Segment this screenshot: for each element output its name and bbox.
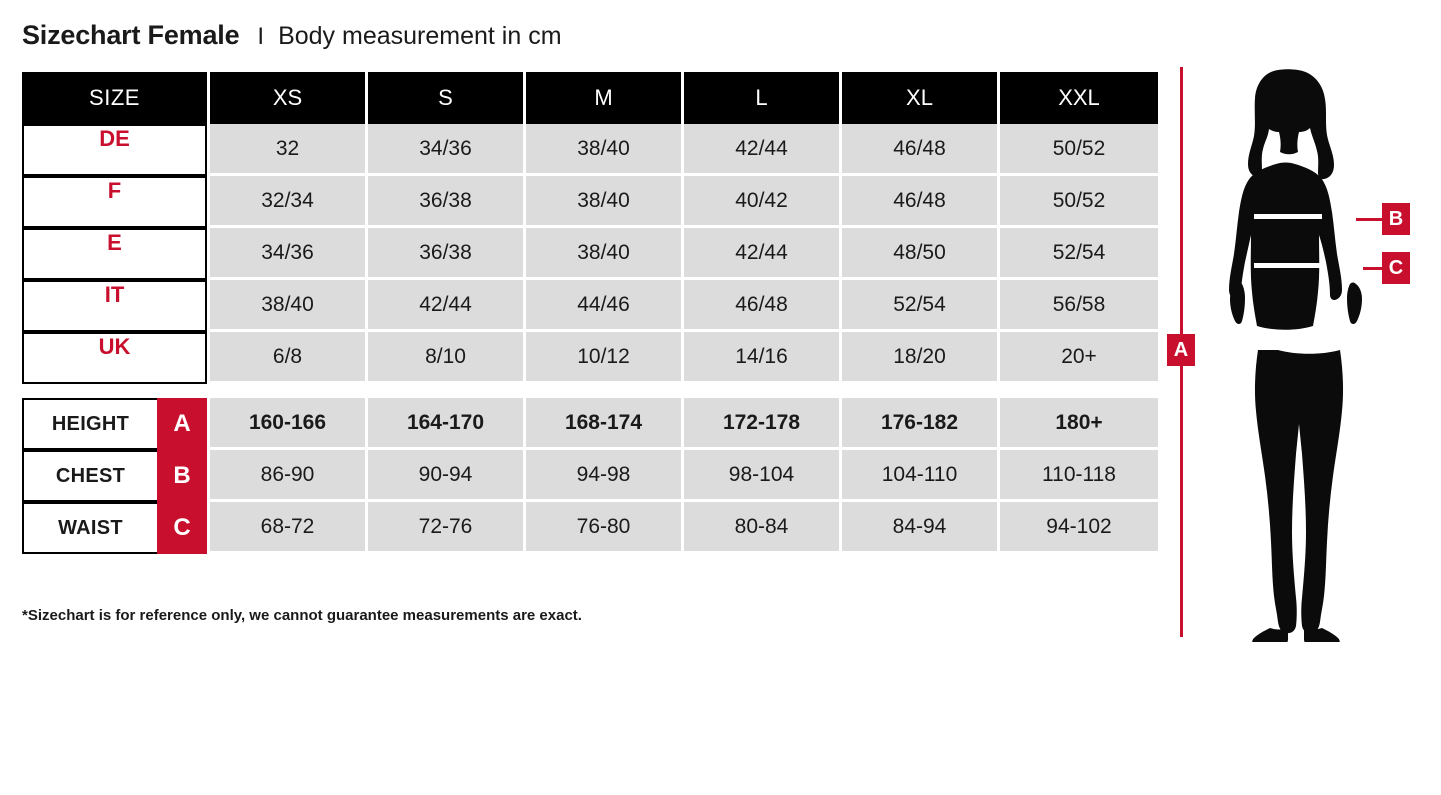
value-cell: 104-110 <box>842 450 1000 502</box>
table-spacer-cell <box>22 384 1158 398</box>
value-cell: 164-170 <box>368 398 526 450</box>
header-cell-size-m: M <box>526 72 684 124</box>
measurement-letter-a: A <box>157 398 207 450</box>
value-cell: 72-76 <box>368 502 526 554</box>
value-cell: 110-118 <box>1000 450 1158 502</box>
row-label-cell <box>22 176 210 228</box>
value-cell: 38/40 <box>526 228 684 280</box>
sizechart-table <box>22 72 1158 554</box>
value-cell: 56/58 <box>1000 280 1158 332</box>
value-cell: 38/40 <box>210 280 368 332</box>
row-label-cell <box>22 280 210 332</box>
value-cell: 18/20 <box>842 332 1000 384</box>
measurement-letter-c: C <box>157 502 207 554</box>
body-figure-area <box>1160 62 1430 642</box>
row-label-cell <box>22 332 210 384</box>
measurement-label-cell <box>22 502 210 554</box>
value-cell: 98-104 <box>684 450 842 502</box>
measurement-label-group <box>22 450 207 502</box>
value-cell: 94-98 <box>526 450 684 502</box>
value-cell: 46/48 <box>842 124 1000 176</box>
table-row <box>22 398 1158 450</box>
measurement-label-cell <box>22 450 210 502</box>
value-cell: 32/34 <box>210 176 368 228</box>
value-cell: 46/48 <box>842 176 1000 228</box>
badge-a: A <box>1167 334 1195 366</box>
table-row <box>22 280 1158 332</box>
row-label-cell <box>22 228 210 280</box>
page-title-main: Sizechart Female <box>22 20 240 50</box>
measurement-letter-b: B <box>157 450 207 502</box>
value-cell: 94-102 <box>1000 502 1158 554</box>
value-cell: 38/40 <box>526 176 684 228</box>
sizechart-table-body <box>22 72 1158 554</box>
table-spacer-row <box>22 384 1158 398</box>
value-cell: 90-94 <box>368 450 526 502</box>
table-row <box>22 228 1158 280</box>
table-row <box>22 502 1158 554</box>
table-row <box>22 332 1158 384</box>
sizechart-table-wrapper <box>22 72 1158 554</box>
row-label-uk: UK <box>22 332 207 384</box>
row-label-f: F <box>22 176 207 228</box>
table-row <box>22 450 1158 502</box>
value-cell: 68-72 <box>210 502 368 554</box>
value-cell: 86-90 <box>210 450 368 502</box>
value-cell: 172-178 <box>684 398 842 450</box>
table-row <box>22 176 1158 228</box>
header-cell-size-s: S <box>368 72 526 124</box>
value-cell: 42/44 <box>684 124 842 176</box>
value-cell: 42/44 <box>368 280 526 332</box>
measurement-label-cell <box>22 398 210 450</box>
row-label-e: E <box>22 228 207 280</box>
value-cell: 40/42 <box>684 176 842 228</box>
badge-b: B <box>1382 203 1410 235</box>
row-label-cell <box>22 124 210 176</box>
measurement-name-height: HEIGHT <box>22 398 157 450</box>
value-cell: 34/36 <box>368 124 526 176</box>
female-body-silhouette <box>1206 62 1386 642</box>
value-cell: 32 <box>210 124 368 176</box>
value-cell: 76-80 <box>526 502 684 554</box>
value-cell: 180+ <box>1000 398 1158 450</box>
header-cell-size: SIZE <box>22 72 210 124</box>
value-cell: 42/44 <box>684 228 842 280</box>
value-cell: 20+ <box>1000 332 1158 384</box>
value-cell: 34/36 <box>210 228 368 280</box>
footnote: *Sizechart is for reference only, we cannot guarantee measurements are exact. <box>22 607 582 624</box>
measurement-label-group <box>22 398 207 450</box>
value-cell: 168-174 <box>526 398 684 450</box>
value-cell: 48/50 <box>842 228 1000 280</box>
row-label-it: IT <box>22 280 207 332</box>
title-separator: I <box>257 23 265 50</box>
value-cell: 84-94 <box>842 502 1000 554</box>
value-cell: 52/54 <box>842 280 1000 332</box>
value-cell: 46/48 <box>684 280 842 332</box>
value-cell: 38/40 <box>526 124 684 176</box>
value-cell: 44/46 <box>526 280 684 332</box>
value-cell: 8/10 <box>368 332 526 384</box>
value-cell: 36/38 <box>368 176 526 228</box>
table-header-row <box>22 72 1158 124</box>
value-cell: 6/8 <box>210 332 368 384</box>
row-label-de: DE <box>22 124 207 176</box>
value-cell: 80-84 <box>684 502 842 554</box>
header-cell-size-xxl: XXL <box>1000 72 1158 124</box>
value-cell: 36/38 <box>368 228 526 280</box>
value-cell: 50/52 <box>1000 124 1158 176</box>
value-cell: 160-166 <box>210 398 368 450</box>
badge-c: C <box>1382 252 1410 284</box>
header-cell-size-l: L <box>684 72 842 124</box>
page-title <box>22 20 562 51</box>
table-row <box>22 124 1158 176</box>
measurement-label-group <box>22 502 207 554</box>
value-cell: 14/16 <box>684 332 842 384</box>
value-cell: 176-182 <box>842 398 1000 450</box>
page-title-subtitle: Body measurement in cm <box>278 22 562 50</box>
measurement-name-chest: CHEST <box>22 450 157 502</box>
header-cell-size-xs: XS <box>210 72 368 124</box>
measurement-name-waist: WAIST <box>22 502 157 554</box>
value-cell: 10/12 <box>526 332 684 384</box>
value-cell: 52/54 <box>1000 228 1158 280</box>
value-cell: 50/52 <box>1000 176 1158 228</box>
header-cell-size-xl: XL <box>842 72 1000 124</box>
